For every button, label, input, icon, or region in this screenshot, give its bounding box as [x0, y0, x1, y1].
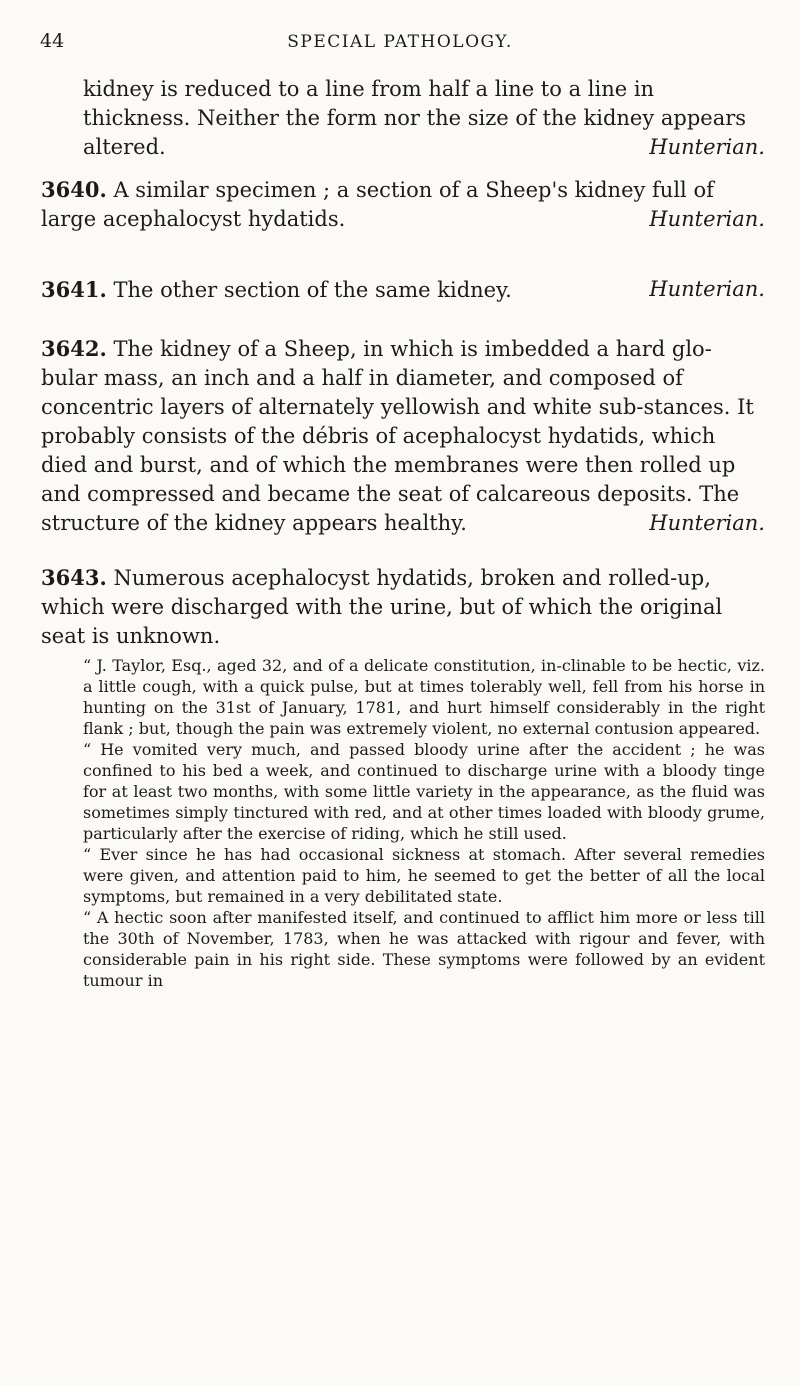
entry-number: 3641. [41, 277, 107, 302]
entry-source: Hunterian. [649, 207, 765, 231]
entry-3640 [41, 175, 765, 234]
case-paragraph: “ A hectic soon after manifested itself, and continued to afflict him more or less till the 30th of November, 1783, when he was attacked with rigour and fever, with considerable pain in his right side. These symptoms were followed by an evident tumour in [83, 908, 765, 990]
running-title: SPECIAL PATHOLOGY. [287, 32, 513, 52]
entry-number: 3640. [41, 177, 107, 202]
case-paragraph: “ He vomited very much, and passed bloody urine after the accident ; he was confined to his bed a week, and continued to discharge urine with a bloody tinge for at least two months, with some little variety in the appearance, as the fluid was sometimes simply tinctured with red, and at other times loaded with bloody grume, particularly after the exercise of riding, which he still used. [83, 740, 765, 843]
entry-text: The other section of the same kidney. [113, 278, 512, 302]
page-number: 44 [40, 30, 65, 52]
entry-continuation [83, 75, 765, 162]
entry-3641 [41, 275, 765, 305]
case-history [83, 655, 765, 991]
case-paragraph: “ Ever since he has had occasional sickness at stomach. After several remedies were given, and attention paid to him, he seemed to get the better of all the local symptoms, but remained in a very debilitated state. [83, 845, 765, 906]
entry-text: The kidney of a Sheep, in which is imbedded a hard glo-bular mass, an inch and a half in diameter, and composed of concentric layers of alternately yellowish and white sub-stances. It probably consists of the débris of acephalocyst hydatids, which died and burst, and of which the membranes were then rolled up and compressed and became the seat of calcareous deposits. The structure of the kidney appears healthy. [41, 337, 754, 535]
entry-text: A similar specimen ; a section of a Sheep's kidney full of large acephalocyst hydatids. [41, 178, 714, 231]
entry-source: Hunterian. [649, 135, 765, 159]
entry-3642 [41, 334, 765, 538]
entry-source: Hunterian. [649, 511, 765, 535]
case-paragraph: “ J. Taylor, Esq., aged 32, and of a delicate constitution, in-clinable to be hectic, viz. a little cough, with a quick pulse, but at times tolerably well, fell from his horse in hunting on the 31st of January, 1781, and hurt himself considerably in the right flank ; but, though the pain was extremely violent, no external contusion appeared. [83, 656, 765, 738]
entry-number: 3643. [41, 565, 107, 590]
entry-3643 [41, 563, 765, 651]
entry-source: Hunterian. [649, 277, 765, 301]
page-header [40, 30, 760, 60]
entry-text: Numerous acephalocyst hydatids, broken and rolled-up, which were discharged with the urine, but of which the original seat is unknown. [41, 566, 723, 648]
entry-number: 3642. [41, 336, 107, 361]
entry-text: kidney is reduced to a line from half a line to a line in thickness. Neither the form nor the size of the kidney appears altered. [83, 77, 747, 159]
